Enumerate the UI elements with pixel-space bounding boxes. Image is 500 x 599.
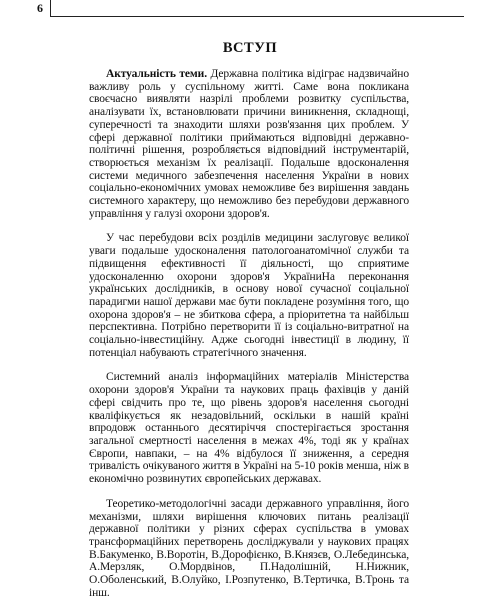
paragraph-analysis [89,371,409,485]
page-number: 6 [37,1,43,15]
section-heading: ВСТУП [222,40,278,56]
paragraph-lead: Актуальність теми. [106,68,207,80]
paragraph-theory [89,498,409,599]
body-text [89,68,409,599]
header-rule-vertical [50,0,51,16]
paragraph-relevance [89,68,409,220]
paragraph-restructuring [89,232,409,359]
paragraph-text: Системний аналіз інформаційних матеріалів Міністерства охорони здоров'я України та наукових праць фахівців у даній сфері свідчить про те, що рівень здоров'я населення сьогодні кваліфікується як незадовільний, оскільки в нашій країні впродовж останнього десятиріччя спостерігається зростання загальної смертності населення в межах 4%, тоді як у країнах Європи, навпаки, – на 4% відбулося її зниження, а середня тривалість очікуваного життя в Україні на 5-10 років менша, ніж в економічно розвинутих європейських державах. [89,371,409,486]
paragraph-text: Теоретико-методологічні засади державного управління, його механізми, шляхи вирішення ключових питань реалізації державної політики у різних сферах суспільства в умовах трансформаційних перетворень досліджували у наукових працях В.Бакуменко, В.Воротін, В.Дорофієнко, В.Князєв, О.Лебединська, А.Мерзляк, О.Мордвінов, П.Надолішній, Н.Нижник, О.Оболенський, В.Олуйко, І.Розпутенко, В.Тертичка, В.Тронь та інш. [89,497,409,599]
header-rule [50,16,464,17]
paragraph-text: Державна політика відіграє надзвичайно важливу роль у суспільному житті. Саме вона покликана своєчасно виявляти назрілі проблеми розвитку суспільства, аналізувати їх, встановлювати причини виникнення, складнощі, суперечності та знаходити шляхи розв'язання цих проблем. У сфері державної політики приймаються відповідні державно-політичні рішення, розробляється відповідний інструментарій, створюється механізм їх реалізації. Подальше вдосконалення системи медичного забезпечення населення України в нових соціально-економічних умовах неможливе без вирішення завдань системного характеру, що неможливо без перебудови державного управління у галузі охорони здоров'я. [89,68,409,220]
paragraph-text: У час перебудови всіх розділів медицини заслуговує великої уваги подальше удосконалення патологоанатомічної служби та підвищення ефективності її діяльності, що сприятиме удосконаленню охорони здоров'я УкраїниНа переконання українських дослідників, в основу нової сучасної соціальної парадигми нашої держави має бути покладене розуміння того, що охорона здоров'я – не збиткова сфера, а пріоритетна та найбільш перспективна. Потрібно перетворити її із соціально-витратної на соціально-інвестиційну. Адже сьогодні інвестиції в людину, її потенціал набувають стратегічного значення. [89,232,409,359]
